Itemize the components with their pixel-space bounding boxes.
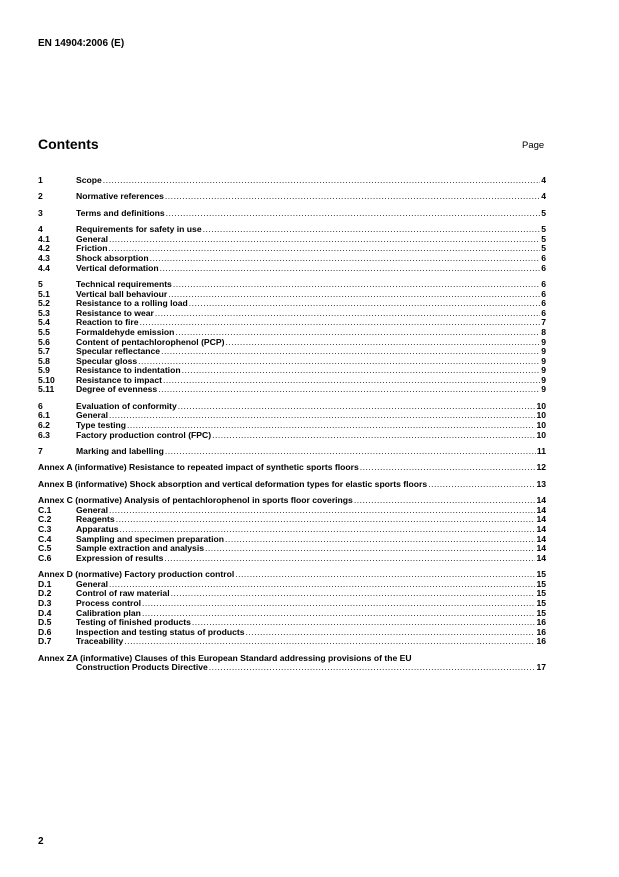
toc-annex-c[interactable]: Annex C (normative) Analysis of pentachlorophenol in sports floor coverings ..... 14	[38, 496, 546, 506]
toc-entry-5-9[interactable]: 5.9 Resistance to indentation ..... 9	[38, 366, 546, 376]
toc-entry-c-3[interactable]: C.3 Apparatus ..... 14	[38, 525, 546, 535]
toc-entry-2[interactable]: 2 Normative references ..... 4	[38, 192, 546, 202]
toc-entry-6-1[interactable]: 6.1 General ..... 10	[38, 411, 546, 421]
toc-entry-d-4[interactable]: D.4 Calibration plan ..... 15	[38, 609, 546, 619]
toc-entry-5[interactable]: 5 Technical requirements ..... 6	[38, 280, 546, 290]
toc-entry-c-6[interactable]: C.6 Expression of results ..... 14	[38, 554, 546, 564]
toc-entry-d-5[interactable]: D.5 Testing of finished products ..... 16	[38, 618, 546, 628]
toc-entry-d-1[interactable]: D.1 General ..... 15	[38, 580, 546, 590]
toc-entry-d-3[interactable]: D.3 Process control ..... 15	[38, 599, 546, 609]
toc-entry-5-10[interactable]: 5.10 Resistance to impact ..... 9	[38, 376, 546, 386]
document-header: EN 14904:2006 (E)	[38, 38, 125, 49]
toc-entry-6[interactable]: 6 Evaluation of conformity ..... 10	[38, 402, 546, 412]
toc-entry-5-3[interactable]: 5.3 Resistance to wear ..... 6	[38, 309, 546, 319]
contents-title: Contents	[38, 136, 99, 152]
toc-annex-b[interactable]: Annex B (informative) Shock absorption and vertical deformation types for elastic sports floors ..... 13	[38, 480, 546, 490]
toc-entry-5-1[interactable]: 5.1 Vertical ball behaviour ..... 6	[38, 290, 546, 300]
toc-entry-c-5[interactable]: C.5 Sample extraction and analysis ..... 14	[38, 544, 546, 554]
toc-entry-5-7[interactable]: 5.7 Specular reflectance ..... 9	[38, 347, 546, 357]
toc-entry-5-6[interactable]: 5.6 Content of pentachlorophenol (PCP) ..... 9	[38, 338, 546, 348]
toc-entry-4-2[interactable]: 4.2 Friction ..... 5	[38, 244, 546, 254]
toc-entry-7[interactable]: 7 Marking and labelling ..... 11	[38, 447, 546, 457]
toc-entry-d-2[interactable]: D.2 Control of raw material ..... 15	[38, 589, 546, 599]
page-number: 2	[38, 836, 44, 847]
toc-entry-4[interactable]: 4 Requirements for safety in use ..... 5	[38, 225, 546, 235]
toc-entry-4-4[interactable]: 4.4 Vertical deformation ..... 6	[38, 264, 546, 274]
toc-annex-za[interactable]: Annex ZA (informative) Clauses of this European Standard addressing provisions of the EU	[38, 652, 412, 663]
toc-entry-c-2[interactable]: C.2 Reagents ..... 14	[38, 515, 546, 525]
toc-annex-za-continued[interactable]: Construction Products Directive ..... 17	[38, 663, 546, 673]
toc-entry-6-2[interactable]: 6.2 Type testing ..... 10	[38, 421, 546, 431]
toc-entry-d-6[interactable]: D.6 Inspection and testing status of products ..... 16	[38, 628, 546, 638]
page-column-label: Page	[522, 140, 545, 151]
toc-entry-c-4[interactable]: C.4 Sampling and specimen preparation ..... 14	[38, 535, 546, 545]
toc-entry-5-11[interactable]: 5.11 Degree of evenness ..... 9	[38, 385, 546, 395]
toc-entry-4-3[interactable]: 4.3 Shock absorption ..... 6	[38, 254, 546, 264]
toc-entry-3[interactable]: 3 Terms and definitions ..... 5	[38, 209, 546, 219]
toc-entry-1[interactable]: 1 Scope ..... 4	[38, 176, 546, 186]
toc-entry-4-1[interactable]: 4.1 General ..... 5	[38, 235, 546, 245]
toc-entry-5-5[interactable]: 5.5 Formaldehyde emission ..... 8	[38, 328, 546, 338]
toc-entry-6-3[interactable]: 6.3 Factory production control (FPC) ..... 10	[38, 431, 546, 441]
toc-annex-d[interactable]: Annex D (normative) Factory production control ..... 15	[38, 570, 546, 580]
toc-entry-d-7[interactable]: D.7 Traceability ..... 16	[38, 637, 546, 647]
toc-entry-5-2[interactable]: 5.2 Resistance to a rolling load ..... 6	[38, 299, 546, 309]
toc-annex-a[interactable]: Annex A (informative) Resistance to repeated impact of synthetic sports floors ..... 12	[38, 463, 546, 473]
toc-entry-5-8[interactable]: 5.8 Specular gloss ..... 9	[38, 357, 546, 367]
toc-entry-c-1[interactable]: C.1 General ..... 14	[38, 506, 546, 516]
toc-entry-5-4[interactable]: 5.4 Reaction to fire ..... 7	[38, 318, 546, 328]
table-of-contents	[38, 176, 546, 673]
